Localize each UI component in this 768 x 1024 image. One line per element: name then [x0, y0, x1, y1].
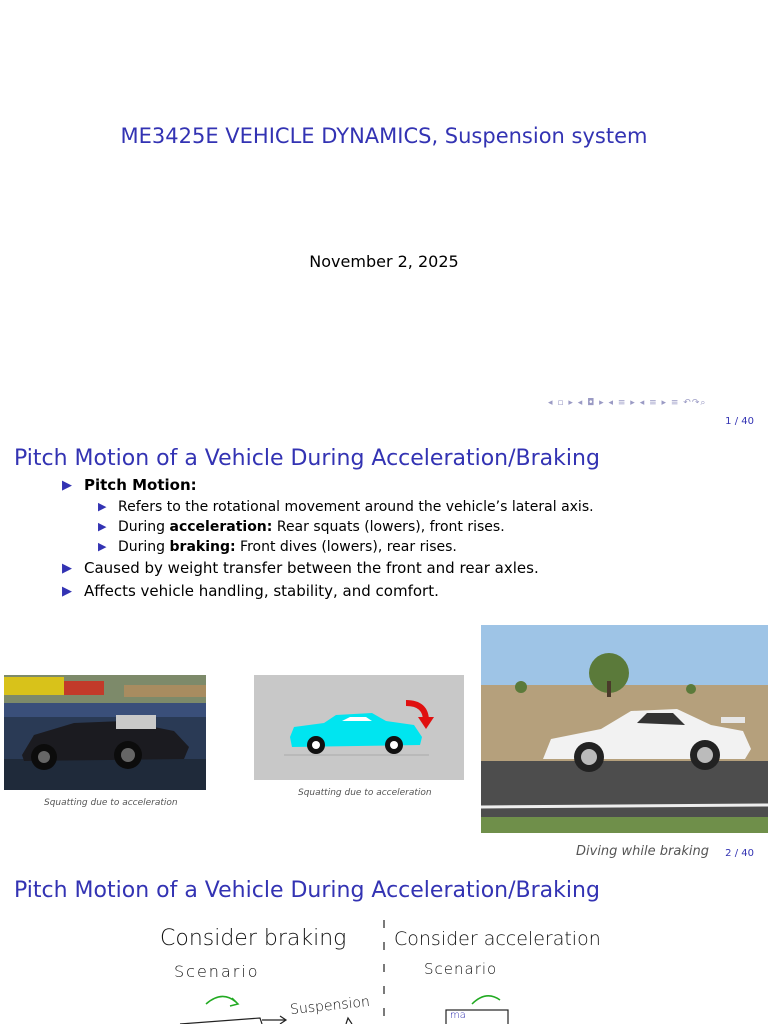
nav-prev-icon[interactable]: ◂ ▫ ▸: [548, 398, 574, 408]
sub-bullet-item: [98, 497, 762, 517]
frame-title: Pitch Motion of a Vehicle During Acceleration/Braking: [14, 878, 600, 903]
squat-diagram: [254, 675, 464, 780]
drag-car-photo: [4, 675, 206, 790]
bullet-triangle-icon: ▶: [98, 500, 107, 513]
figure-caption: Diving while braking: [576, 844, 709, 859]
handwritten-text: Scenario: [174, 962, 260, 981]
bullet-list: [62, 474, 762, 603]
bullet-item: [62, 474, 762, 497]
bullet-text: Affects vehicle handling, stability, and comfort.: [84, 582, 439, 600]
sub-bullet-text: Rear squats (lowers), front rises.: [272, 519, 505, 535]
bullet-triangle-icon: ▶: [62, 561, 72, 576]
sub-bullet-bold: braking:: [169, 539, 236, 555]
bullet-triangle-icon: ▶: [62, 584, 72, 599]
frame-title: Pitch Motion of a Vehicle During Acceleration/Braking: [14, 446, 600, 471]
bullet-triangle-icon: ▶: [62, 478, 72, 493]
nav-frame-icon[interactable]: ◂ ◘ ▸: [577, 398, 605, 408]
sub-bullet-text: During: [118, 519, 170, 535]
presentation-date: November 2, 2025: [309, 252, 459, 271]
sub-bullet-text: Front dives (lowers), rear rises.: [235, 539, 457, 555]
handwritten-text: Consider braking: [160, 926, 347, 951]
sub-bullet-item: [98, 517, 762, 537]
nav-subsection-icon[interactable]: ◂ ≡ ▸: [639, 398, 667, 408]
bullet-item: [62, 580, 762, 603]
page-number: 1 / 40: [725, 416, 754, 427]
handwritten-text: Suspension: [289, 993, 371, 1019]
braking-car-photo: [481, 625, 768, 833]
bullet-triangle-icon: ▶: [98, 520, 107, 533]
nav-align-icon[interactable]: ≡: [670, 398, 680, 408]
title-slide: [0, 0, 768, 432]
figure-caption: Squatting due to acceleration: [44, 798, 178, 808]
sub-bullet-bold: acceleration:: [169, 519, 273, 535]
figure-caption: Squatting due to acceleration: [298, 788, 432, 798]
bullet-label: Pitch Motion:: [84, 476, 197, 494]
handwritten-slide: [0, 864, 768, 1024]
sub-bullet-text: During: [118, 539, 170, 555]
nav-search-icon[interactable]: ↶↷⌕: [683, 398, 707, 408]
bullet-item: [62, 557, 762, 580]
handwritten-text: ma: [450, 1010, 466, 1021]
beamer-nav-bar: [548, 398, 768, 412]
content-slide: [0, 432, 768, 864]
page-number: 2 / 40: [725, 848, 754, 859]
bullet-triangle-icon: ▶: [98, 540, 107, 553]
handwritten-text: Scenario: [424, 960, 498, 978]
presentation-title: ME3425E VEHICLE DYNAMICS, Suspension system: [120, 124, 648, 148]
handwritten-text: Consider acceleration: [394, 928, 601, 950]
sub-bullet-text: Refers to the rotational movement around the vehicle’s lateral axis.: [118, 499, 594, 515]
bullet-text: Caused by weight transfer between the front and rear axles.: [84, 559, 539, 577]
nav-section-icon[interactable]: ◂ ≡ ▸: [608, 398, 636, 408]
sub-bullet-item: [98, 537, 762, 557]
